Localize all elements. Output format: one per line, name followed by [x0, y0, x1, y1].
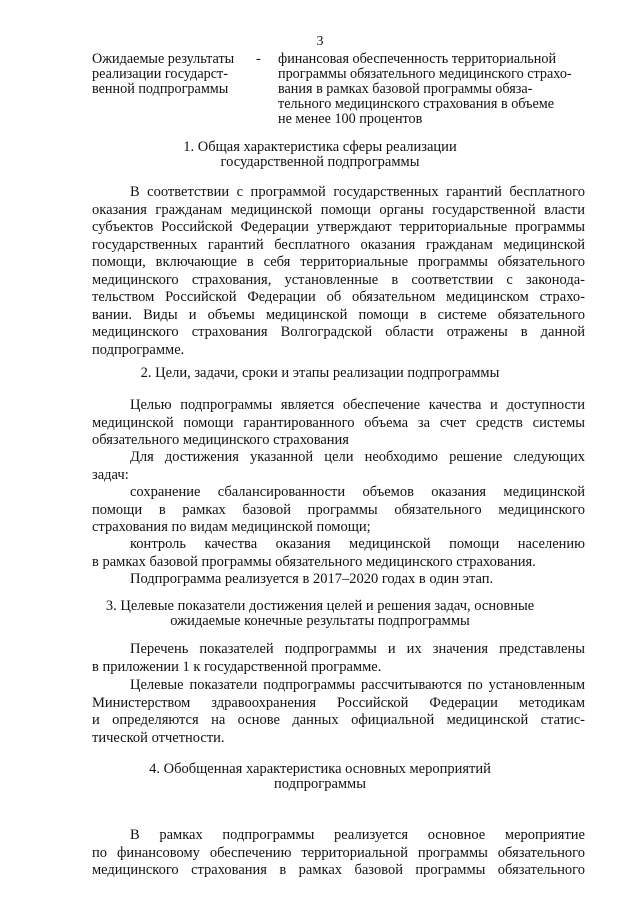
section-3-heading: 3. Целевые показатели достижения целей и решения задач, основные ожидаемые конечные результаты подпрограммы	[105, 598, 535, 629]
section-2-heading: 2. Цели, задачи, сроки и этапы реализации подпрограммы	[140, 365, 500, 381]
section-2-paragraph-goal: Целью подпрограммы является обеспечение качества и доступности медицинской помощи гарантированного объема за счет средств системы обязательного медицинского страхования	[92, 397, 585, 448]
expected-results-dash: -	[256, 51, 261, 67]
expected-results-value	[278, 52, 588, 127]
section-4-paragraph: В рамках подпрограммы реализуется основное мероприятие по финансовому обеспечению территориальной программы обязательного медицинского страхования в рамках базовой программы обязательного	[92, 827, 585, 878]
section-4-heading: 4. Обобщенная характеристика основных мероприятий подпрограммы	[149, 761, 491, 792]
value-line: программы обязательного медицинского страхо-	[278, 66, 572, 82]
section-3-paragraph-methods: Целевые показатели подпрограммы рассчитываются по установленным Министерством здравоохранения Российской Федерации методикам и определяются на основе данных официальной медицинской статис- тической отчетности.	[92, 677, 585, 746]
section-2-timeline: Подпрограмма реализуется в 2017–2020 годах в один этап.	[130, 571, 494, 587]
label-line: венной подпрограммы	[92, 81, 229, 97]
value-line: вания в рамках базовой программы обяза-	[278, 81, 533, 97]
value-line: тельного медицинского страхования в объеме	[278, 96, 555, 112]
label-line: Ожидаемые результаты	[92, 51, 235, 67]
section-2-task-2: контроль качества оказания медицинской помощи населению в рамках базовой программы обязательного медицинского страхования.	[92, 536, 585, 570]
value-line: финансовая обеспеченность территориальной	[278, 51, 557, 67]
label-line: реализации государст-	[92, 66, 228, 82]
section-1-heading: 1. Общая характеристика сферы реализации государственной подпрограммы	[183, 139, 457, 170]
section-2-paragraph-tasks: Для достижения указанной цели необходимо решение следующих задач:	[92, 449, 585, 483]
section-3-paragraph-list: Перечень показателей подпрограммы и их значения представлены в приложении 1 к государственной программе.	[92, 641, 585, 675]
section-1-paragraph: В соответствии с программой государственных гарантий бесплатного оказания гражданам медицинской помощи органы государственной власти субъектов Российской Федерации утверждают территориальные программы государственных гарантий бесплатного оказания гражданам медицинской помощи, включающие в себя территориальные программы обязательного медицинского страхования, установленные в соответствии с законода- тельством Российской Федерации об обязательном медицинском страхо- вании. Виды и объемы медицинской помощи в системе обязательного медицинского страхования Волгоградской области отражены в данной подпрограмме.	[92, 184, 585, 358]
section-2-task-1: сохранение сбалансированности объемов оказания медицинской помощи в рамках базовой программы обязательного медицинского страхования по видам медицинской помощи;	[92, 484, 585, 535]
expected-results-label	[92, 52, 264, 97]
value-line: не менее 100 процентов	[278, 111, 423, 127]
page-number: 3	[316, 34, 324, 49]
